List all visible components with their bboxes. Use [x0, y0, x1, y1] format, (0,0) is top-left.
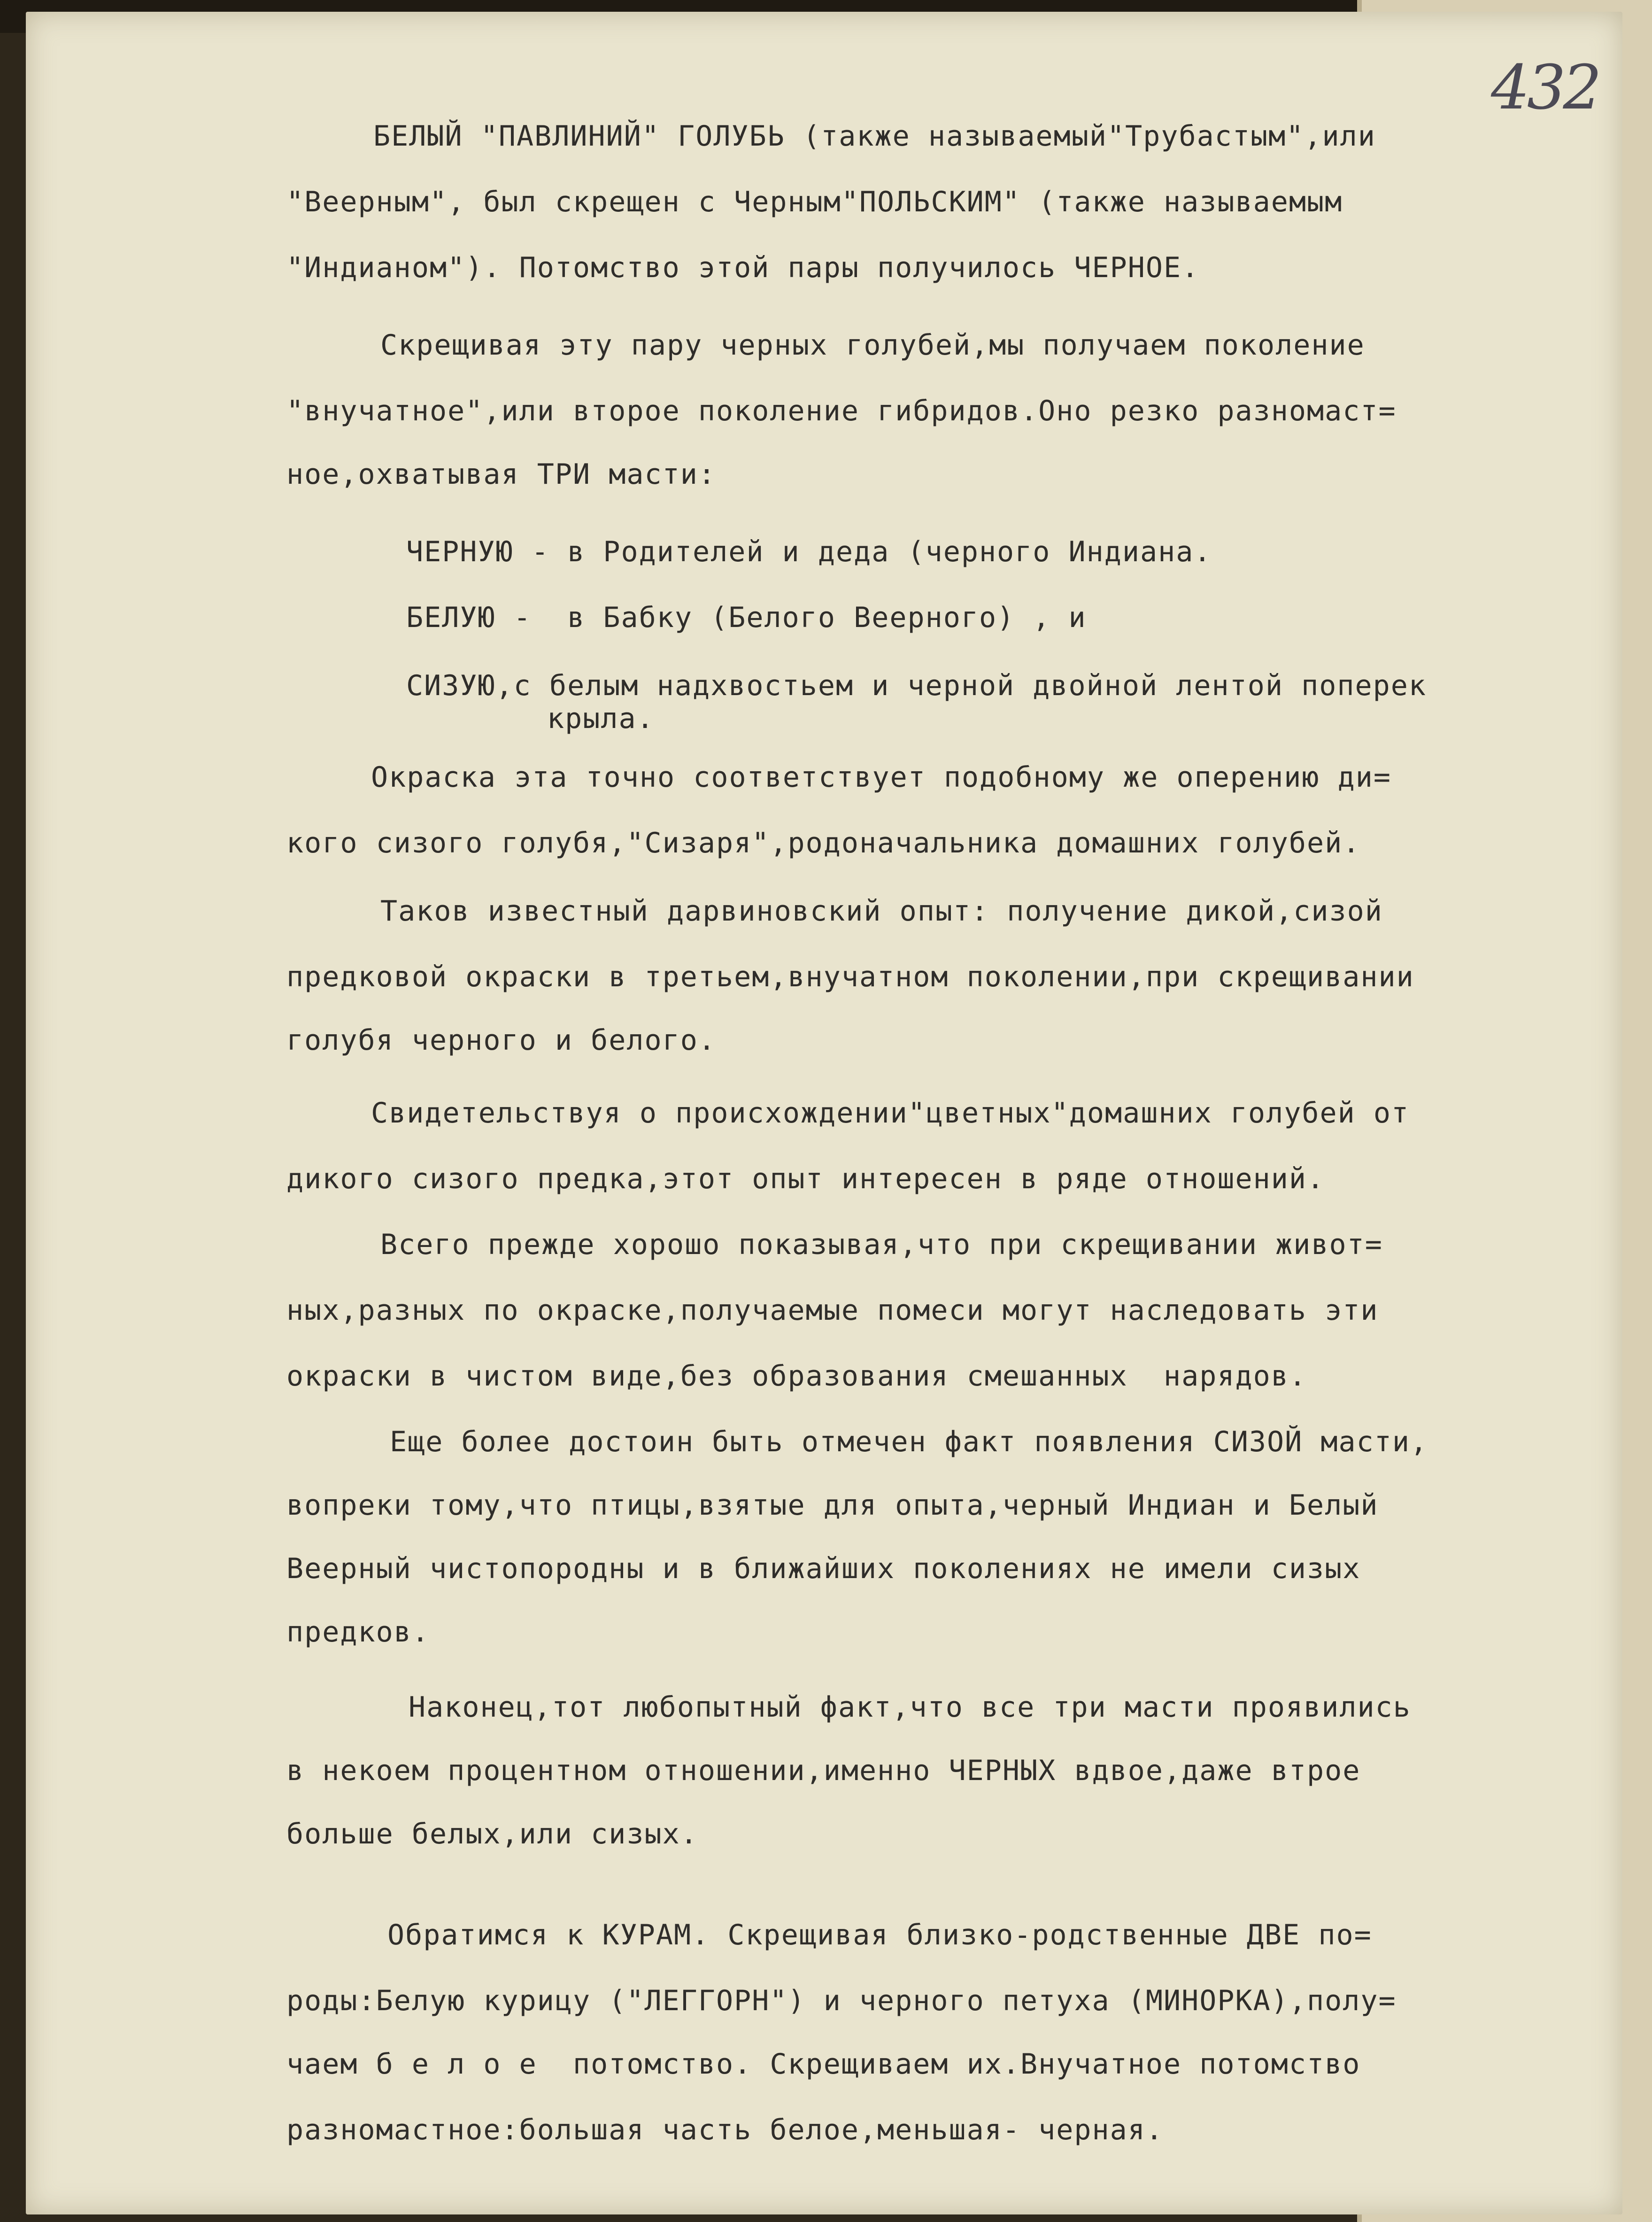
text-line: БЕЛУЮ - в Бабку (Белого Веерного) , и — [406, 601, 1087, 634]
text-line: разномастное:большая часть белое,меньшая- черная. — [286, 2114, 1164, 2146]
text-line: БЕЛЫЙ "ПАВЛИНИЙ" ГОЛУБЬ (также называемый"Трубастым",или — [373, 120, 1376, 153]
text-line: кого сизого голубя,"Сизаря",родоначальника домашних голубей. — [286, 827, 1361, 859]
text-line: СИЗУЮ,с белым надхвостьем и черной двойной лентой поперек — [406, 669, 1427, 702]
text-line: Наконец,тот любопытный факт,что все три масти проявились — [409, 1691, 1411, 1724]
text-line: Веерный чистопородны и в ближайших поколениях не имели сизых — [286, 1552, 1361, 1585]
text-line: "внучатное",или второе поколение гибридов.Оно резко разномаст= — [286, 395, 1397, 427]
text-line: предковой окраски в третьем,внучатном поколении,при скрещивании — [286, 960, 1414, 993]
typewritten-page — [26, 12, 1622, 2214]
text-line: Таков известный дарвиновский опыт: получение дикой,сизой — [380, 895, 1383, 928]
text-line: "Веерным", был скрещен с Черным"ПОЛЬСКИМ" (также называемым — [286, 186, 1343, 218]
text-line: Окраска эта точно соответствует подобному же оперению ди= — [371, 761, 1392, 794]
page-number: 432 — [1491, 52, 1599, 123]
text-line: вопреки тому,что птицы,взятые для опыта,черный Индиан и Белый — [286, 1489, 1379, 1522]
text-line: Обратимся к КУРАМ. Скрещивая близко-родственные ДВЕ по= — [387, 1919, 1372, 1951]
text-line: ное,охватывая ТРИ масти: — [286, 458, 716, 491]
text-line: в некоем процентном отношении,именно ЧЕРНЫХ вдвое,даже втрое — [286, 1754, 1361, 1787]
text-line: ных,разных по окраске,получаемые помеси могут наследовать эти — [286, 1294, 1379, 1327]
text-line: предков. — [286, 1616, 430, 1649]
text-line: больше белых,или сизых. — [286, 1818, 698, 1850]
text-line: "Индианом"). Потомство этой пары получилось ЧЕРНОЕ. — [286, 251, 1200, 284]
text-line: Скрещивая эту пару черных голубей,мы получаем поколение — [380, 329, 1365, 362]
text-line: Всего прежде хорошо показывая,что при скрещивании живот= — [380, 1228, 1383, 1261]
text-line: крыла. — [547, 702, 655, 735]
text-line: Еще более достоин быть отмечен факт появления СИЗОЙ масти, — [390, 1425, 1428, 1458]
text-line: чаем б е л о е потомство. Скрещиваем их.Внучатное потомство — [286, 2048, 1361, 2081]
text-line: Свидетельствуя о происхождении"цветных"домашних голубей от — [371, 1097, 1410, 1130]
page-text — [247, 120, 1599, 2146]
text-line: голубя черного и белого. — [286, 1024, 716, 1057]
text-line: ЧЕРНУЮ - в Родителей и деда (черного Индиана. — [406, 535, 1212, 568]
text-line: окраски в чистом виде,без образования смешанных нарядов. — [286, 1360, 1307, 1393]
text-line: дикого сизого предка,этот опыт интересен в ряде отношений. — [286, 1162, 1325, 1195]
text-line: роды:Белую курицу ("ЛЕГГОРН") и черного петуха (МИНОРКА),полу= — [286, 1984, 1397, 2017]
